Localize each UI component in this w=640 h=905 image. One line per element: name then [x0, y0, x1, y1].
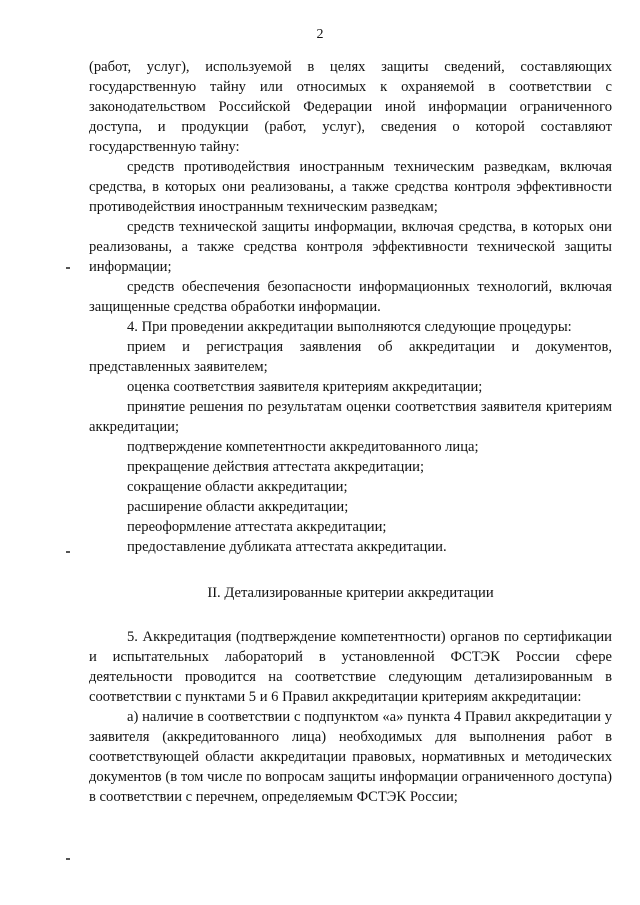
page-number: 2	[316, 27, 324, 42]
list-item: а) наличие в соответствии с подпунктом «а» пункта 4 Правил аккредитации у заявителя (аккредитованного лица) необходимых для выполнения работ в соответствующей области аккредитации правовых, нормативных и методических документов (в том числе по вопросам защиты информации ограниченного доступа) в соответствии с перечнем, определяемым ФСТЭК России;	[89, 709, 612, 805]
list-item: прекращение действия аттестата аккредитации;	[127, 459, 425, 475]
list-item: расширение области аккредитации;	[127, 499, 349, 515]
paragraph: (работ, услуг), используемой в целях защиты сведений, составляющих государственную тайну или относимых к охраняемой в соответствии с законодательством Российской Федерации иной информации ограниченного доступа, и продукции (работ, услуг), сведения о которой составляют государственную тайну:	[89, 59, 612, 155]
paragraph: 4. При проведении аккредитации выполняются следующие процедуры:	[127, 319, 572, 335]
scan-mark	[66, 267, 70, 269]
paragraph: 5. Аккредитация (подтверждение компетентности) органов по сертификации и испытательных лабораторий в установленной ФСТЭК России сфере деятельности проводится на соответствие следующим детализированным в соответствии с пунктами 5 и 6 Правил аккредитации критериям аккредитации:	[89, 629, 612, 705]
list-item: сокращение области аккредитации;	[127, 479, 348, 495]
scan-mark	[66, 858, 70, 860]
list-item: подтверждение компетентности аккредитованного лица;	[127, 439, 479, 455]
list-item: переоформление аттестата аккредитации;	[127, 519, 387, 535]
list-item: оценка соответствия заявителя критериям аккредитации;	[127, 379, 483, 395]
list-item: предоставление дубликата аттестата аккредитации.	[127, 539, 447, 555]
section-heading: II. Детализированные критерии аккредитации	[207, 585, 494, 601]
document-body	[89, 57, 612, 807]
list-item: прием и регистрация заявления об аккредитации и документов, представленных заявителем;	[89, 339, 612, 375]
list-item: средств технической защиты информации, включая средства, в которых они реализованы, а также средства контроля эффективности технической защиты информации;	[89, 219, 612, 275]
list-item: принятие решения по результатам оценки соответствия заявителя критериям аккредитации;	[89, 399, 612, 435]
list-item: средств обеспечения безопасности информационных технологий, включая защищенные средства обработки информации.	[89, 279, 612, 315]
scan-mark	[66, 551, 70, 553]
list-item: средств противодействия иностранным техническим разведкам, включая средства, в которых они реализованы, а также средства контроля эффективности противодействия иностранным техническим разведкам;	[89, 159, 612, 215]
